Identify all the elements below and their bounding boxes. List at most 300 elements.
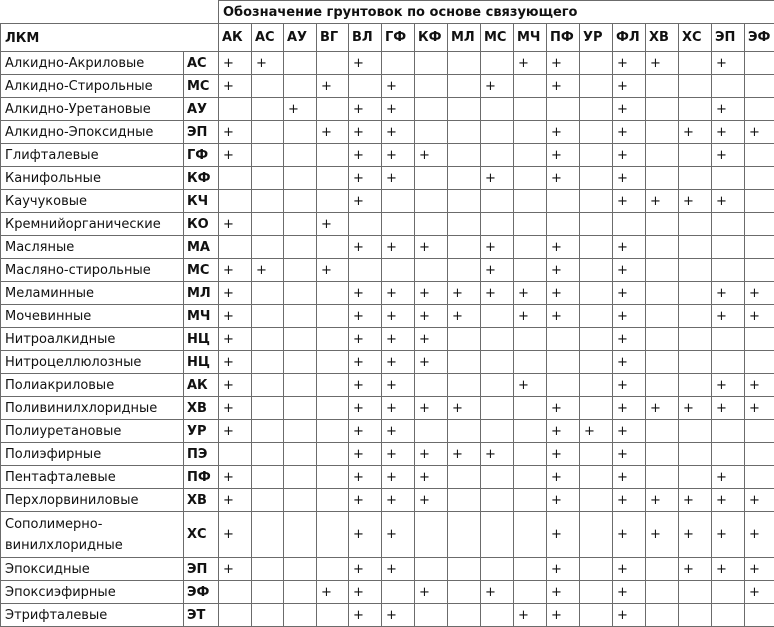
compatible-mark: + [382,328,415,351]
empty-cell [219,190,252,213]
empty-cell [284,305,317,328]
compatible-mark: + [415,466,448,489]
compatible-mark: + [382,374,415,397]
compatible-mark: + [415,397,448,420]
empty-cell [481,121,514,144]
empty-cell [745,604,774,627]
empty-cell [415,52,448,75]
empty-cell [547,374,580,397]
compatible-mark: + [613,98,646,121]
compatible-mark: + [547,397,580,420]
empty-cell [382,581,415,604]
empty-cell [317,558,349,581]
table-row [1,236,774,259]
compatible-mark: + [349,190,382,213]
empty-cell [415,259,448,282]
compatible-mark: + [613,558,646,581]
compatible-mark: + [415,489,448,512]
empty-cell [514,121,547,144]
empty-cell [317,98,349,121]
compatible-mark: + [382,98,415,121]
material-abbreviation: НЦ [184,351,219,374]
compatible-mark: + [712,305,745,328]
primer-code-header: МЛ [448,24,481,52]
compatible-mark: + [712,374,745,397]
empty-cell [580,213,613,236]
compatible-mark: + [646,190,679,213]
empty-cell [317,167,349,190]
compatible-mark: + [712,282,745,305]
empty-cell [448,328,481,351]
empty-cell [252,374,284,397]
empty-cell [481,351,514,374]
empty-cell [712,213,745,236]
material-abbreviation: КЧ [184,190,219,213]
empty-cell [679,420,712,443]
material-name: Пентафталевые [1,466,184,489]
empty-cell [252,604,284,627]
compatible-mark: + [547,604,580,627]
empty-cell [580,489,613,512]
table-row [1,374,774,397]
empty-cell [481,328,514,351]
primer-code-header: ХВ [646,24,679,52]
compatible-mark: + [382,144,415,167]
empty-cell [580,52,613,75]
table-row [1,443,774,466]
empty-cell [284,374,317,397]
empty-cell [252,167,284,190]
compatible-mark: + [219,351,252,374]
material-name: Масляно-стирольные [1,259,184,282]
empty-cell [448,581,481,604]
empty-cell [415,75,448,98]
empty-cell [646,374,679,397]
empty-cell [284,397,317,420]
empty-cell [284,328,317,351]
compatible-mark: + [679,121,712,144]
empty-cell [415,604,448,627]
empty-cell [252,190,284,213]
empty-cell [646,144,679,167]
compatible-mark: + [712,397,745,420]
empty-cell [580,604,613,627]
empty-cell [712,420,745,443]
material-name: Полиуретановые [1,420,184,443]
compatible-mark: + [481,167,514,190]
empty-cell [448,420,481,443]
empty-cell [580,144,613,167]
compatible-mark: + [481,581,514,604]
compatible-mark: + [219,512,252,558]
empty-cell [415,121,448,144]
empty-cell [514,167,547,190]
compatible-mark: + [317,581,349,604]
empty-cell [580,374,613,397]
material-name: Каучуковые [1,190,184,213]
empty-cell [745,420,774,443]
empty-cell [514,581,547,604]
code-header-row [1,24,774,52]
empty-cell [514,443,547,466]
empty-cell [219,167,252,190]
empty-cell [448,167,481,190]
compatible-mark: + [514,52,547,75]
empty-cell [382,213,415,236]
primer-code-header: УР [580,24,613,52]
compatible-mark: + [349,466,382,489]
primer-code-header: ВЛ [349,24,382,52]
empty-cell [252,351,284,374]
empty-cell [317,305,349,328]
table-row [1,167,774,190]
empty-cell [284,75,317,98]
material-abbreviation: КО [184,213,219,236]
compatible-mark: + [712,144,745,167]
compatible-mark: + [219,489,252,512]
material-abbreviation: МС [184,75,219,98]
compatible-mark: + [349,374,382,397]
compatible-mark: + [745,397,774,420]
empty-cell [679,581,712,604]
compatible-mark: + [712,512,745,558]
empty-cell [514,466,547,489]
empty-cell [252,443,284,466]
compatible-mark: + [547,558,580,581]
compatible-mark: + [382,351,415,374]
empty-cell [284,167,317,190]
compatible-mark: + [349,489,382,512]
empty-cell [712,351,745,374]
empty-cell [448,351,481,374]
empty-cell [580,98,613,121]
compatible-mark: + [679,489,712,512]
compatible-mark: + [613,190,646,213]
empty-cell [745,351,774,374]
empty-cell [712,75,745,98]
material-abbreviation: МЧ [184,305,219,328]
material-abbreviation: ПЭ [184,443,219,466]
empty-cell [448,121,481,144]
compatible-mark: + [349,282,382,305]
empty-cell [679,328,712,351]
table-row [1,305,774,328]
compatible-mark: + [415,236,448,259]
empty-cell [679,351,712,374]
empty-cell [547,328,580,351]
material-name: Глифталевые [1,144,184,167]
compatible-mark: + [349,144,382,167]
empty-cell [317,443,349,466]
material-name: Сополимерно-винилхлоридные [1,512,184,558]
empty-cell [284,512,317,558]
empty-cell [646,443,679,466]
compatible-mark: + [613,374,646,397]
empty-cell [679,98,712,121]
primer-code-header: ЭФ [745,24,774,52]
compatible-mark: + [547,443,580,466]
empty-cell [679,52,712,75]
compatible-mark: + [349,558,382,581]
compatible-mark: + [646,397,679,420]
empty-cell [284,581,317,604]
compatible-mark: + [219,213,252,236]
primer-code-header: КФ [415,24,448,52]
empty-cell [580,121,613,144]
compatible-mark: + [382,443,415,466]
empty-cell [349,75,382,98]
empty-cell [646,604,679,627]
compatible-mark: + [613,236,646,259]
empty-cell [317,236,349,259]
compatible-mark: + [712,190,745,213]
compatible-mark: + [547,512,580,558]
empty-cell [712,443,745,466]
material-name: Меламинные [1,282,184,305]
compatible-mark: + [547,581,580,604]
empty-cell [284,558,317,581]
compatible-mark: + [415,282,448,305]
compatible-mark: + [382,489,415,512]
empty-cell [679,236,712,259]
empty-cell [317,52,349,75]
empty-cell [679,167,712,190]
empty-cell [284,259,317,282]
primer-code-header: ЭП [712,24,745,52]
empty-cell [514,328,547,351]
material-name: Алкидно-Акриловые [1,52,184,75]
primer-code-header: АУ [284,24,317,52]
compatible-mark: + [219,282,252,305]
compatible-mark: + [613,259,646,282]
empty-cell [284,190,317,213]
compatible-mark: + [613,351,646,374]
empty-cell [745,144,774,167]
title-row [1,1,774,24]
empty-cell [415,190,448,213]
empty-cell [317,328,349,351]
table-row [1,190,774,213]
compatible-mark: + [613,581,646,604]
compatible-mark: + [580,420,613,443]
material-name: Кремнийорганические [1,213,184,236]
empty-cell [646,167,679,190]
compatible-mark: + [547,52,580,75]
empty-cell [415,512,448,558]
compatible-mark: + [415,351,448,374]
empty-cell [514,420,547,443]
table-row [1,52,774,75]
empty-cell [646,236,679,259]
compatible-mark: + [448,443,481,466]
empty-cell [580,443,613,466]
empty-cell [481,604,514,627]
compatible-mark: + [219,558,252,581]
compatible-mark: + [219,397,252,420]
compatible-mark: + [382,75,415,98]
compatible-mark: + [349,236,382,259]
compatible-mark: + [382,512,415,558]
compatible-mark: + [613,121,646,144]
empty-cell [415,558,448,581]
table-row [1,604,774,627]
empty-cell [679,213,712,236]
compatible-mark: + [547,466,580,489]
table-row [1,466,774,489]
compatible-mark: + [547,167,580,190]
empty-cell [448,144,481,167]
empty-cell [448,213,481,236]
material-name: Этрифталевые [1,604,184,627]
empty-cell [349,213,382,236]
compatible-mark: + [547,236,580,259]
empty-cell [415,98,448,121]
compatible-mark: + [613,144,646,167]
compatible-mark: + [349,420,382,443]
material-abbreviation: МА [184,236,219,259]
empty-cell [646,581,679,604]
empty-cell [284,282,317,305]
empty-cell [646,351,679,374]
compatible-mark: + [349,121,382,144]
empty-cell [382,52,415,75]
compatible-mark: + [349,98,382,121]
table-row [1,397,774,420]
compatible-mark: + [547,305,580,328]
empty-cell [448,259,481,282]
compatible-mark: + [382,420,415,443]
empty-cell [580,351,613,374]
table-row [1,282,774,305]
compatible-mark: + [712,466,745,489]
empty-cell [317,604,349,627]
compatible-mark: + [317,75,349,98]
compatible-mark: + [712,52,745,75]
empty-cell [284,604,317,627]
empty-cell [712,236,745,259]
compatible-mark: + [349,581,382,604]
material-abbreviation: УР [184,420,219,443]
empty-cell [745,190,774,213]
material-abbreviation: МС [184,259,219,282]
material-abbreviation: АК [184,374,219,397]
empty-cell [481,213,514,236]
empty-cell [252,466,284,489]
empty-cell [646,420,679,443]
empty-cell [252,420,284,443]
empty-cell [679,75,712,98]
empty-cell [580,167,613,190]
empty-cell [317,512,349,558]
compatible-mark: + [514,282,547,305]
empty-cell [712,604,745,627]
empty-cell [481,98,514,121]
compatible-mark: + [481,75,514,98]
compatible-mark: + [219,52,252,75]
empty-cell [448,512,481,558]
compatible-mark: + [219,374,252,397]
empty-cell [481,489,514,512]
empty-cell [745,213,774,236]
compatible-mark: + [646,512,679,558]
compatible-mark: + [613,512,646,558]
compatible-mark: + [679,190,712,213]
compatible-mark: + [349,443,382,466]
empty-cell [252,558,284,581]
empty-cell [745,328,774,351]
empty-cell [514,144,547,167]
empty-cell [481,52,514,75]
compatible-mark: + [547,144,580,167]
material-name: Алкидно-Эпоксидные [1,121,184,144]
compatible-mark: + [745,489,774,512]
compatible-mark: + [219,75,252,98]
empty-cell [219,581,252,604]
compatible-mark: + [712,558,745,581]
compatible-mark: + [382,282,415,305]
compatible-mark: + [547,420,580,443]
material-abbreviation: ЭТ [184,604,219,627]
compatible-mark: + [415,443,448,466]
compatible-mark: + [613,328,646,351]
compatible-mark: + [613,443,646,466]
empty-cell [514,512,547,558]
empty-cell [679,443,712,466]
empty-cell [284,420,317,443]
material-abbreviation: ЭФ [184,581,219,604]
empty-cell [514,190,547,213]
empty-cell [317,144,349,167]
compatible-mark: + [679,558,712,581]
compatible-mark: + [317,259,349,282]
empty-cell [547,213,580,236]
empty-cell [580,328,613,351]
table-row [1,420,774,443]
empty-cell [284,489,317,512]
empty-cell [481,512,514,558]
empty-cell [481,190,514,213]
compatible-mark: + [712,98,745,121]
compatible-mark: + [613,282,646,305]
empty-cell [580,305,613,328]
compatible-mark: + [219,305,252,328]
compatible-mark: + [514,374,547,397]
empty-cell [745,75,774,98]
empty-cell [580,397,613,420]
empty-cell [514,213,547,236]
empty-cell [317,190,349,213]
compatible-mark: + [382,558,415,581]
empty-cell [317,489,349,512]
empty-cell [448,98,481,121]
material-abbreviation: МЛ [184,282,219,305]
table-row [1,512,774,558]
compatible-mark: + [745,121,774,144]
empty-cell [646,259,679,282]
empty-cell [284,144,317,167]
empty-cell [252,581,284,604]
compatible-mark: + [745,581,774,604]
compatible-mark: + [349,604,382,627]
compatible-mark: + [415,144,448,167]
empty-cell [252,213,284,236]
compatible-mark: + [349,397,382,420]
empty-cell [745,466,774,489]
empty-cell [580,512,613,558]
empty-cell [481,420,514,443]
empty-cell [317,466,349,489]
compatible-mark: + [613,466,646,489]
